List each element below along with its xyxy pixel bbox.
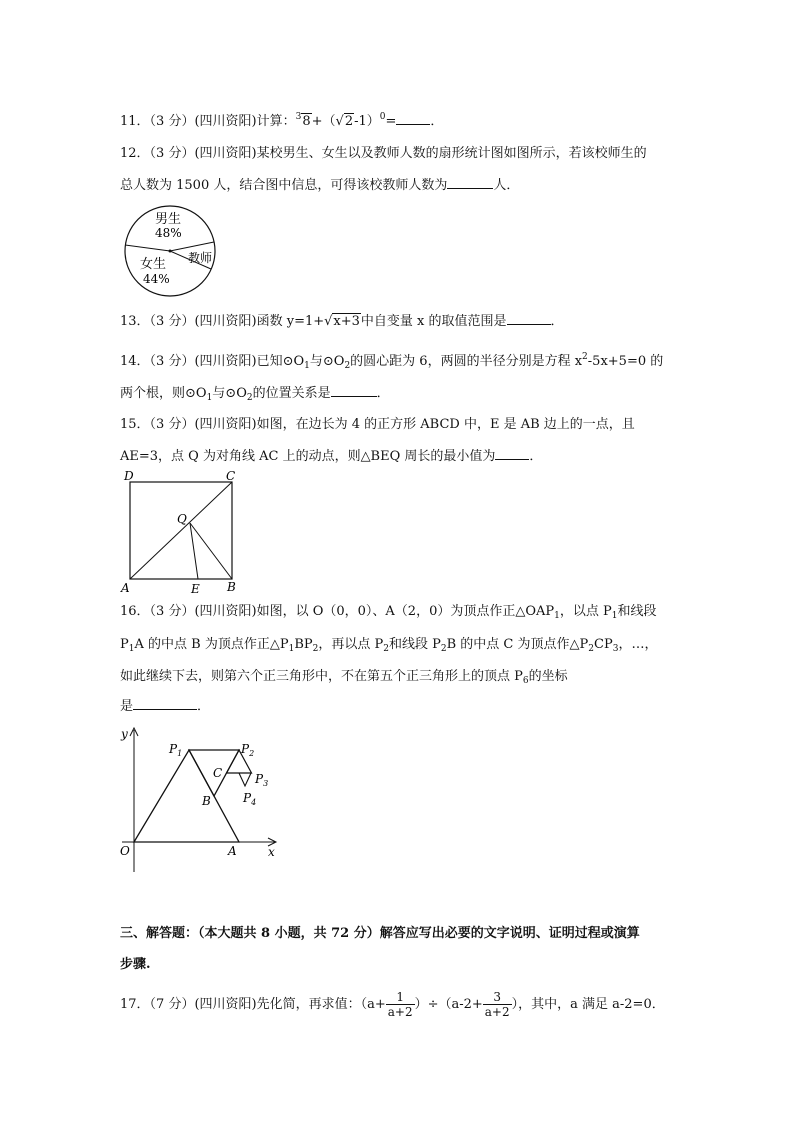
label-P4: $P_4$ [243,791,257,807]
label-P2: $P_2$ [241,742,255,758]
q17-fraction-1: $\frac{1}{a+2}$ [387,990,413,1019]
q14-end: ． [376,386,390,401]
q13-answer-blank[interactable] [507,312,551,325]
q16-n: 是 [120,699,134,714]
label-B: B [202,794,211,808]
q17-mid: ）÷（a-2+ [414,997,483,1012]
q16-sub: 2 [383,644,389,654]
question-12-line1: 12．（3 分）(四川资阳)某校男生、女生以及教师人数的扇形统计图如图所示，若该校师生的 [120,146,647,161]
q14-sub: 1 [304,361,310,371]
q15-answer-blank[interactable] [495,447,529,460]
label-C: C [226,469,236,483]
q11-root-index: 3 [295,112,302,122]
question-13: 13．（3 分）(四川资阳)函数 y=1+√x+3中自变量 x 的取值范围是 ． [120,314,564,329]
q14-sub: 2 [344,361,351,371]
q16-sub: 6 [522,676,529,686]
q12-suffix: 人． [493,178,520,193]
q14-e: 两个根，则⊙O [120,386,207,401]
q16-m: 的坐标 [528,669,568,684]
q11-plus: +（ [311,114,336,129]
label-P1: $P_1$ [169,742,183,758]
q16-sub: 1 [128,644,135,654]
section-3-heading-cont: 步骤. [120,957,151,972]
q13-end: ． [550,314,564,329]
axis-label-x: x [268,845,275,859]
q12-answer-blank[interactable] [447,176,493,189]
q13-prefix: 13．（3 分）(四川资阳)函数 y=1+ [120,314,325,329]
q11-equals: = [385,114,397,129]
label-C: C [213,766,223,780]
question-17 [120,990,665,1020]
q16-answer-blank[interactable] [133,697,197,710]
q14-b: 与⊙O [309,354,345,369]
question-15-line1: 15．（3 分）(四川资阳)如图，在边长为 4 的正方形 ABCD 中，E 是 AB 边上的一点，且 [120,417,635,432]
section-3-heading: 三、解答题：（本大题共 8 小题，共 72 分）解答应写出必要的文字说明、证明过程或演算 [120,926,640,941]
q14-answer-blank[interactable] [331,384,377,397]
q16-sub: 1 [554,611,560,621]
label-D: D [124,469,134,483]
q11-cube-root: 8 [302,114,311,129]
square-figure [118,467,243,597]
q11-exponent: 0 [379,112,386,122]
q16-k: ，…， [618,637,658,652]
q16-sub: 1 [611,611,618,621]
q11-minus: -1） [354,114,380,129]
question-15-line2 [120,447,542,466]
q17-suffix: ），其中，a 满足 a-2=0． [511,997,665,1012]
q12-text: 总人数为 1500 人，结合图中信息，可得该校教师人数为 [120,178,448,193]
q16-i: B 的中点 C 为顶点作△P [446,637,589,652]
q14-sup: 2 [582,352,588,362]
q14-g: 的位置关系是 [252,386,331,401]
question-16-line1 [120,603,657,625]
label-A: A [121,581,130,595]
q16-j: CP [594,637,613,652]
q11-sqrt: 2 [344,114,354,129]
pie-label-girl: 女生 [140,257,167,272]
label-P3: $P_3$ [255,772,269,788]
q16-sub: 2 [312,644,319,654]
q14-f: 与⊙O [212,386,247,401]
label-B: B [227,580,236,594]
label-E: E [191,582,200,596]
q16-sub: 1 [288,644,295,654]
triangle-figure [118,724,288,874]
pie-label-boy: 男生 [155,212,182,227]
q16-sub: 2 [588,644,594,654]
pie-value-girl: 44% [143,272,170,286]
q16-e: A 的中点 B 为顶点作正△P [134,637,289,652]
q16-h: 和线段 P [388,637,441,652]
q16-g: ，再以点 P [318,637,384,652]
q14-sub: 2 [246,393,253,403]
q11-prefix: 11．（3 分）(四川资阳)计算： [120,114,296,129]
label-Q: Q [177,512,187,526]
q16-a: 16．（3 分）(四川资阳)如图，以 O（0，0）、A（2，0）为顶点作正△OAP [120,604,555,619]
q14-sub: 1 [206,393,213,403]
axis-label-y: y [121,727,128,741]
q13-radicand: x+3 [333,314,360,329]
q15-end: ． [529,449,543,464]
question-12-line2 [120,176,519,195]
q16-f: BP [294,637,313,652]
question-16-line3 [120,668,568,690]
label-O: O [120,844,130,858]
q16-c: 和线段 [617,604,657,619]
q15-text: AE=3，点 Q 为对角线 AC 上的动点，则△BEQ 周长的最小值为 [120,449,496,464]
q14-c: 的圆心距为 6，两圆的半径分别是方程 x [350,354,583,369]
pie-label-teacher: 教师 [188,251,213,265]
question-16-line2 [120,636,657,658]
q16-d: P [120,637,129,652]
q16-l: 如此继续下去，则第六个正三角形中，不在第五个正三角形上的顶点 P [120,669,523,684]
pie-value-boy: 48% [155,226,182,240]
q11-answer-blank[interactable] [396,112,430,125]
q13-suffix: 中自变量 x 的取值范围是 [360,314,507,329]
q16-b: ，以点 P [559,604,612,619]
question-14-line1 [120,348,663,375]
question-11: 11．（3 分）(四川资阳)计算：$^38+(√2-1)^0=$ ． [120,112,444,129]
question-16-line4 [120,697,210,716]
q17-prefix: 17．（7 分）(四川资阳)先化简，再求值：（a+ [120,997,386,1012]
pie-chart [118,204,222,298]
q16-sub: 2 [440,644,447,654]
q14-a: 14．（3 分）(四川资阳)已知⊙O [120,354,305,369]
q16-sub: 3 [612,644,619,654]
q14-d: -5x+5=0 的 [587,354,664,369]
q17-fraction-2: $\frac{3}{a+2}$ [484,990,510,1019]
q16-end: ． [197,699,211,714]
label-A: A [228,844,237,858]
question-14-line2 [120,384,390,407]
